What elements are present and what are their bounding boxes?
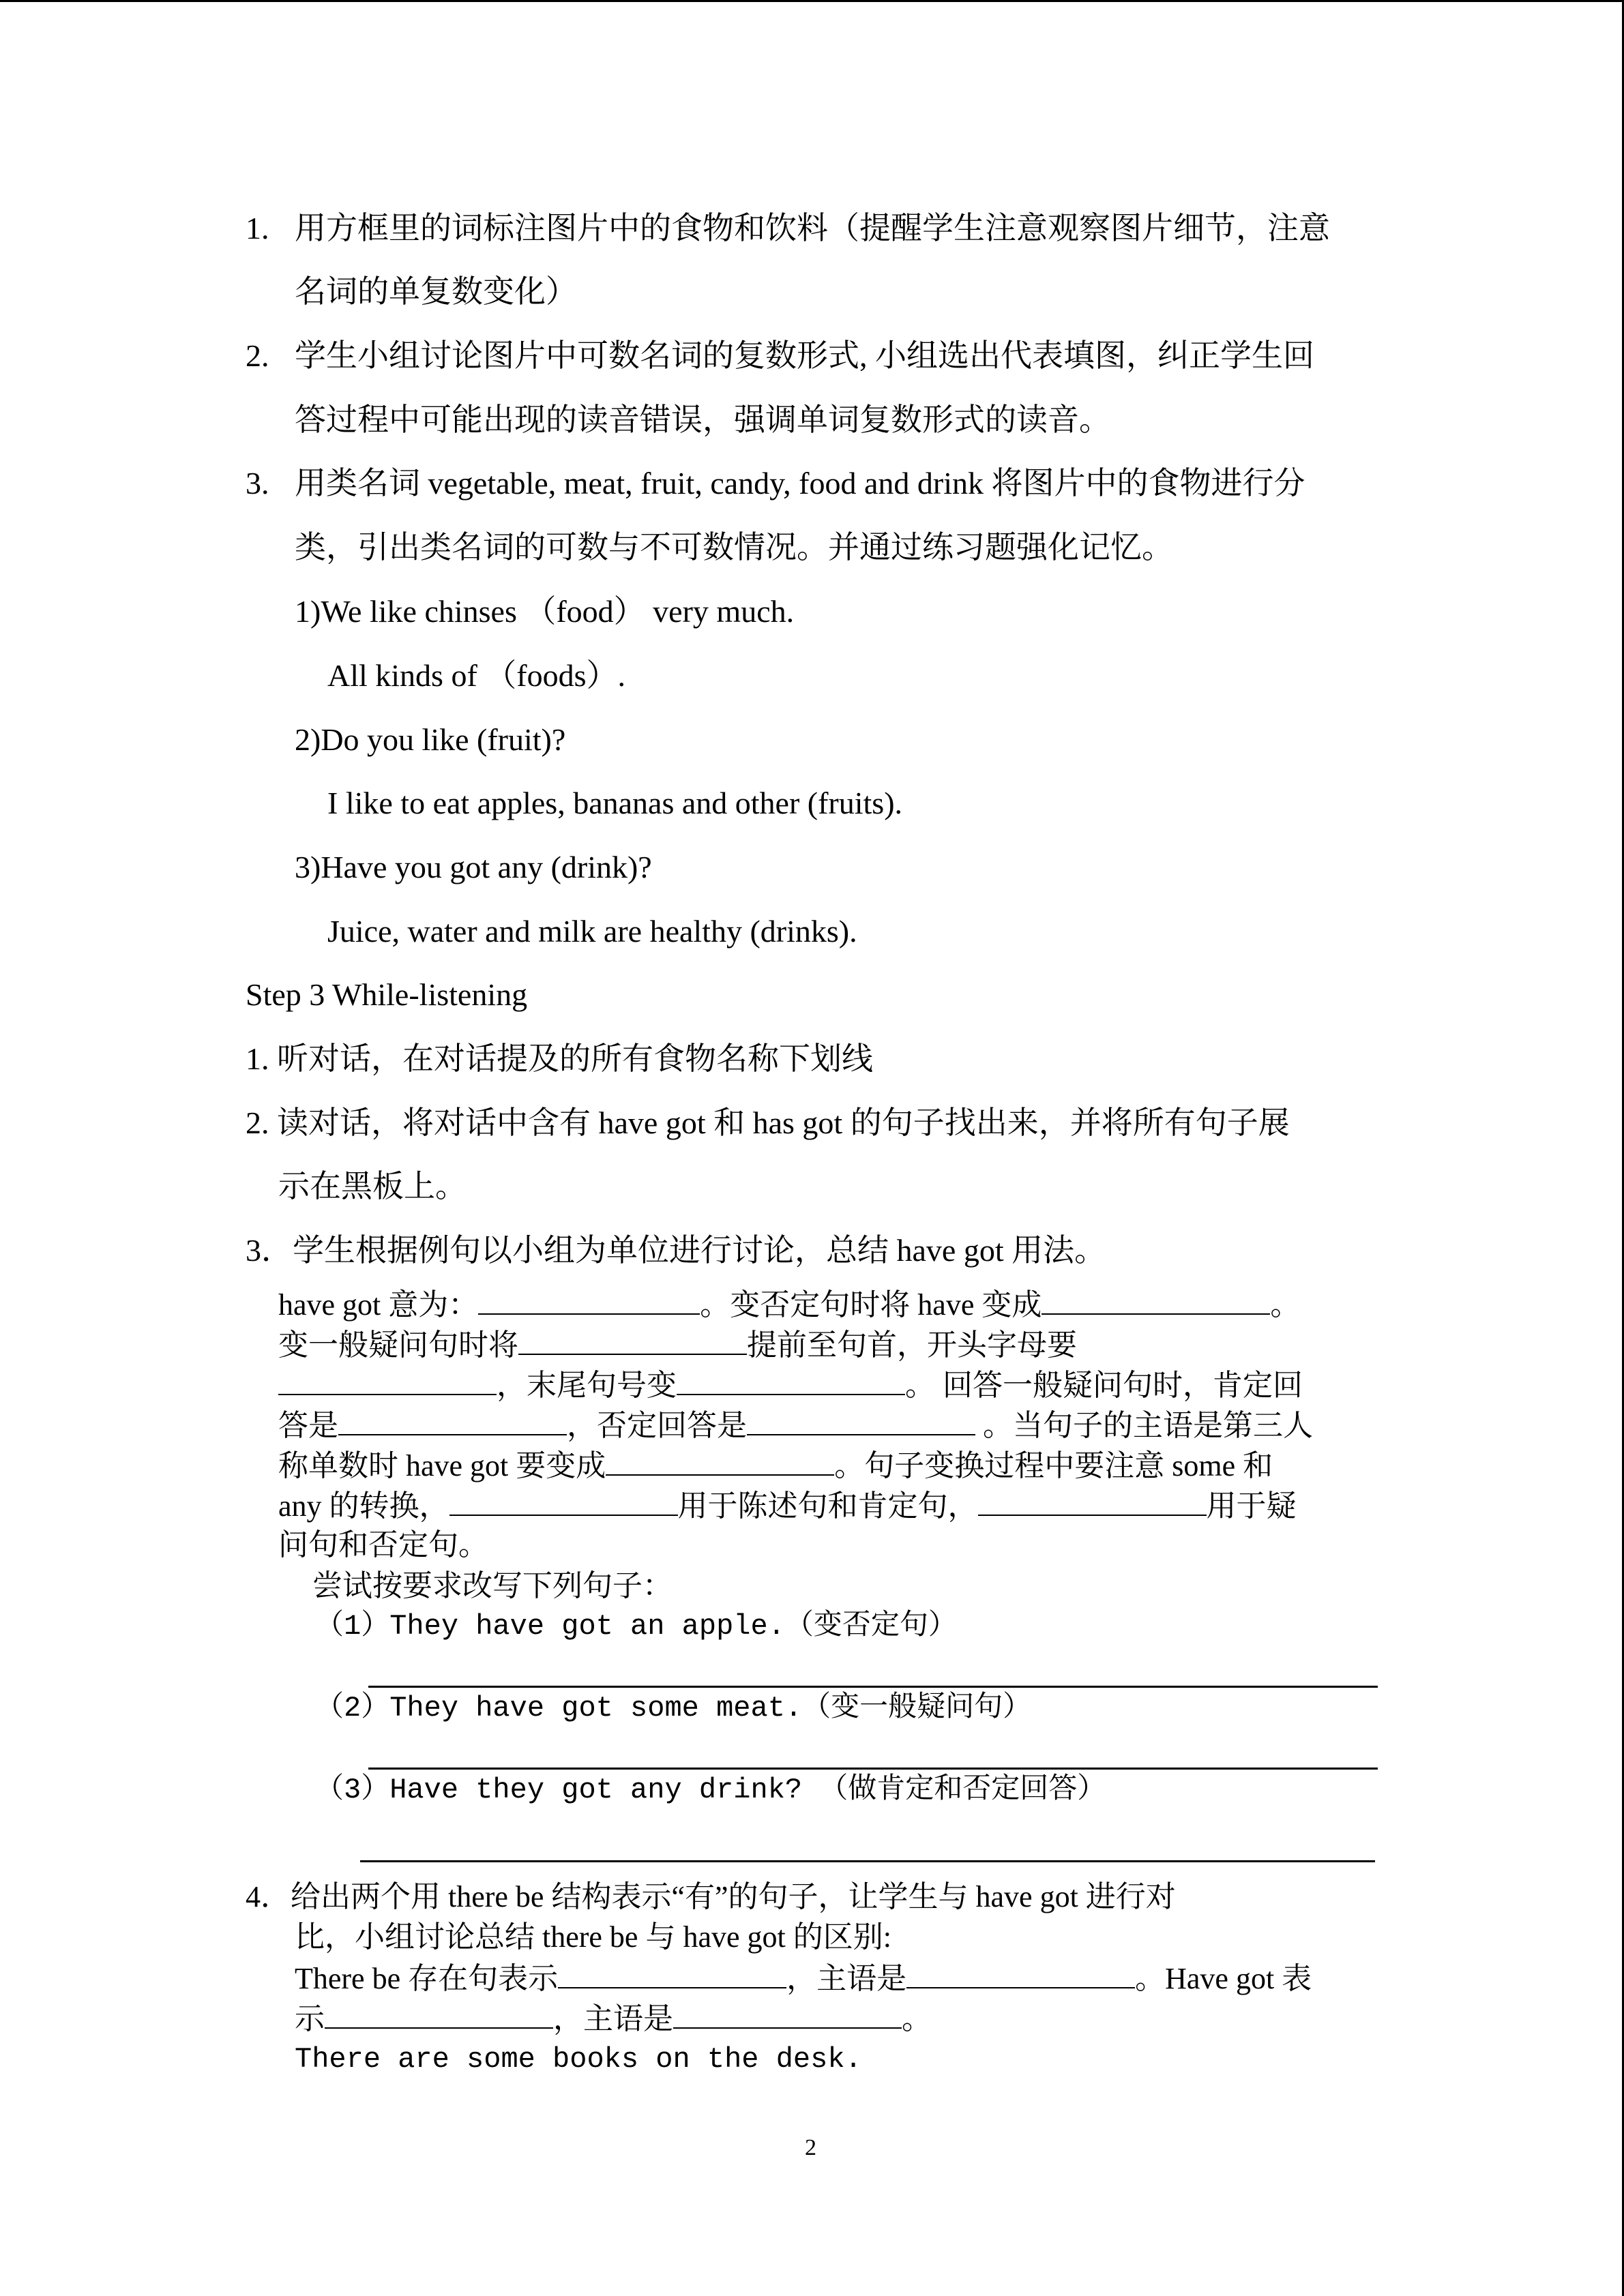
list-item-text: 类，引出类名词的可数与不可数情况。并通过练习题强化记忆。 (295, 530, 1173, 565)
exercise-question: （3）Have they got any drink? （做肯定和否定回答） (315, 1774, 1106, 1806)
fill-text: ，末尾句号变 (497, 1369, 677, 1402)
list-item-text: 用类名词 vegetable, meat, fruit, candy, food and drink 将图片中的食物进行分 (295, 466, 1305, 501)
answer-blank[interactable] (906, 1960, 1135, 1988)
answer-blank[interactable] (673, 2000, 902, 2029)
answer-line[interactable] (368, 1768, 1378, 1770)
fill-in-line (278, 1326, 1077, 1364)
fill-text: any 的转换， (278, 1489, 449, 1523)
fill-in-line (278, 1487, 1297, 1525)
example-answer: All kinds of （foods）. (327, 658, 625, 693)
answer-blank[interactable] (978, 1487, 1207, 1516)
fill-text: 。变否定句时将 have 变成 (700, 1288, 1042, 1322)
answer-blank[interactable] (747, 1407, 975, 1435)
fill-text: have got 意为： (278, 1288, 479, 1322)
example-answer: Juice, water and milk are healthy (drinks). (327, 914, 857, 949)
list-item-text: 学生小组讨论图片中可数名词的复数形式, 小组选出代表填图，纠正学生回 (295, 338, 1314, 373)
step-item: 1. 听对话，在对话提及的所有食物名称下划线 (246, 1041, 873, 1076)
list-item-text: 比，小组讨论总结 there be 与 have got 的区别: (295, 1920, 891, 1954)
fill-text: 用于陈述句和肯定句， (677, 1489, 978, 1523)
example-sentence: There are some books on the desk. (295, 2043, 862, 2076)
page-number: 2 (805, 2135, 816, 2160)
answer-blank[interactable] (518, 1326, 747, 1355)
list-item-text: 名词的单复数变化） (295, 274, 577, 309)
step-item: 3．学生根据例句以小组为单位进行讨论，总结 have got 用法。 (246, 1233, 1106, 1268)
list-item-number: 2. (246, 338, 269, 373)
example-question: 2)Do you like (fruit)? (295, 722, 566, 757)
step-item: 示在黑板上。 (278, 1169, 467, 1204)
answer-blank[interactable] (1042, 1286, 1270, 1315)
answer-blank[interactable] (478, 1286, 700, 1315)
fill-text: 用于疑 (1206, 1489, 1297, 1523)
fill-text: ，否定回答是 (567, 1409, 747, 1442)
fill-in-line (295, 1960, 1312, 1997)
exercise-question: （1）They have got an apple.（变否定句） (315, 1610, 957, 1643)
fill-text: 。 回答一般疑问句时，肯定回 (905, 1369, 1303, 1402)
exercise-question: （2）They have got some meat.（变一般疑问句） (315, 1692, 1032, 1725)
fill-text: 示 (295, 2002, 325, 2036)
fill-text: 。 (1270, 1288, 1301, 1322)
fill-in-line (278, 1286, 1300, 1324)
list-item-number: 3. (246, 466, 269, 501)
fill-text: 称单数时 have got 要变成 (278, 1449, 606, 1482)
step-heading: Step 3 While-listening (246, 977, 528, 1012)
fill-text: 变一般疑问句时将 (278, 1328, 518, 1362)
fill-text: 。句子变换过程中要注意 some 和 (834, 1449, 1273, 1482)
fill-in-line (278, 1367, 1303, 1404)
fill-in-line (295, 2000, 932, 2038)
fill-in-line (278, 1447, 1273, 1485)
list-item-text: 用方框里的词标注图片中的食物和饮料（提醒学生注意观察图片细节，注意 (295, 211, 1330, 245)
fill-text: 答是 (278, 1409, 338, 1442)
fill-in-line (278, 1407, 1313, 1444)
answer-blank[interactable] (558, 1960, 786, 1988)
fill-text: 。Have got 表 (1135, 1962, 1312, 1995)
answer-blank[interactable] (677, 1367, 905, 1395)
answer-blank[interactable] (449, 1487, 678, 1516)
answer-blank[interactable] (338, 1407, 567, 1435)
fill-text: 。当句子的主语是第三人 (975, 1409, 1313, 1442)
fill-text: 提前至句首，开头字母要 (747, 1328, 1077, 1362)
page-border-top (0, 0, 1624, 2)
exercise-intro: 尝试按要求改写下列句子： (312, 1569, 673, 1602)
answer-blank[interactable] (606, 1447, 834, 1476)
fill-text: 问句和否定句。 (278, 1528, 488, 1562)
answer-blank[interactable] (278, 1367, 497, 1395)
answer-line[interactable] (368, 1686, 1378, 1688)
list-item-text: 4．给出两个用 there be 结构表示“有”的句子，让学生与 have got 进行对 (246, 1880, 1176, 1913)
answer-line[interactable] (360, 1860, 1375, 1862)
example-question: 3)Have you got any (drink)? (295, 850, 652, 884)
fill-text: ，主语是 (786, 1962, 907, 1995)
list-item-text: 答过程中可能出现的读音错误，强调单词复数形式的读音。 (295, 402, 1110, 437)
fill-text: 。 (902, 2002, 932, 2036)
example-answer: I like to eat apples, bananas and other (fruits). (327, 786, 903, 820)
fill-text: ，主语是 (553, 2002, 673, 2036)
list-item-number: 1. (246, 211, 269, 245)
example-question: 1)We like chinses （food） very much. (295, 594, 795, 629)
answer-blank[interactable] (325, 2000, 553, 2029)
fill-text: There be 存在句表示 (295, 1962, 559, 1995)
step-item: 2. 读对话，将对话中含有 have got 和 has got 的句子找出来，并将所有句子展 (246, 1105, 1290, 1140)
